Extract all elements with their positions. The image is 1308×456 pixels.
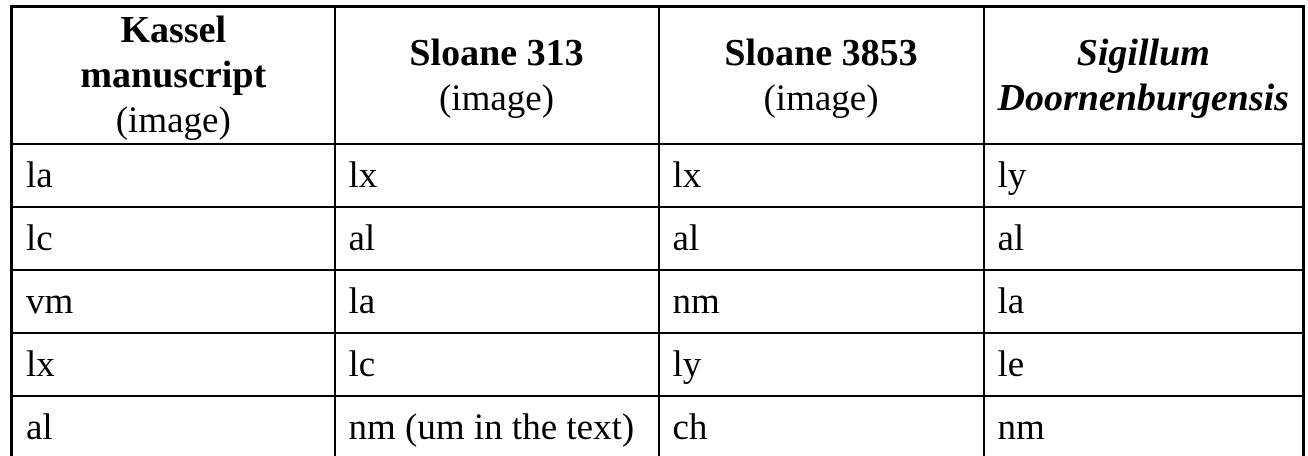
table-cell: ly: [659, 333, 984, 396]
table-cell: lc: [12, 207, 335, 270]
table-cell: nm: [659, 270, 984, 333]
table-cell: lc: [335, 333, 659, 396]
table-cell: la: [12, 144, 335, 207]
table-body: [12, 144, 1304, 456]
table-header: [12, 7, 1304, 145]
table-cell: al: [659, 207, 984, 270]
column-header-sloane-313: [335, 7, 659, 145]
table-cell: le: [984, 333, 1304, 396]
table-cell: nm: [984, 396, 1304, 456]
table-cell: la: [984, 270, 1304, 333]
table-row: [12, 144, 1304, 207]
table-cell: la: [335, 270, 659, 333]
table-row: [12, 270, 1304, 333]
column-header-sloane-3853: [659, 7, 984, 145]
column-title: Kassel manuscript: [80, 9, 267, 96]
column-subtitle: (image): [438, 77, 555, 119]
table-cell: lx: [335, 144, 659, 207]
column-title: Sigillum Doornenburgensis: [997, 31, 1289, 119]
manuscript-comparison-table: [10, 5, 1305, 456]
table-cell: ly: [984, 144, 1304, 207]
table-cell: al: [335, 207, 659, 270]
table-cell: al: [984, 207, 1304, 270]
table-cell: lx: [659, 144, 984, 207]
column-subtitle: (image): [763, 77, 879, 119]
column-title: Sloane 3853: [724, 31, 918, 74]
column-header-kassel-manuscript: [12, 7, 335, 145]
table-row: [12, 396, 1304, 456]
column-title: Sloane 313: [409, 31, 584, 74]
column-subtitle: (image): [115, 100, 231, 141]
table-row: [12, 333, 1304, 396]
table-row: [12, 207, 1304, 270]
table-cell: lx: [12, 333, 335, 396]
table-cell: ch: [659, 396, 984, 456]
table-cell: al: [12, 396, 335, 456]
table-cell: nm (um in the text): [335, 396, 659, 456]
header-row: [12, 7, 1304, 145]
column-header-sigillum-doornenburgensis: [984, 7, 1304, 145]
table-cell: vm: [12, 270, 335, 333]
